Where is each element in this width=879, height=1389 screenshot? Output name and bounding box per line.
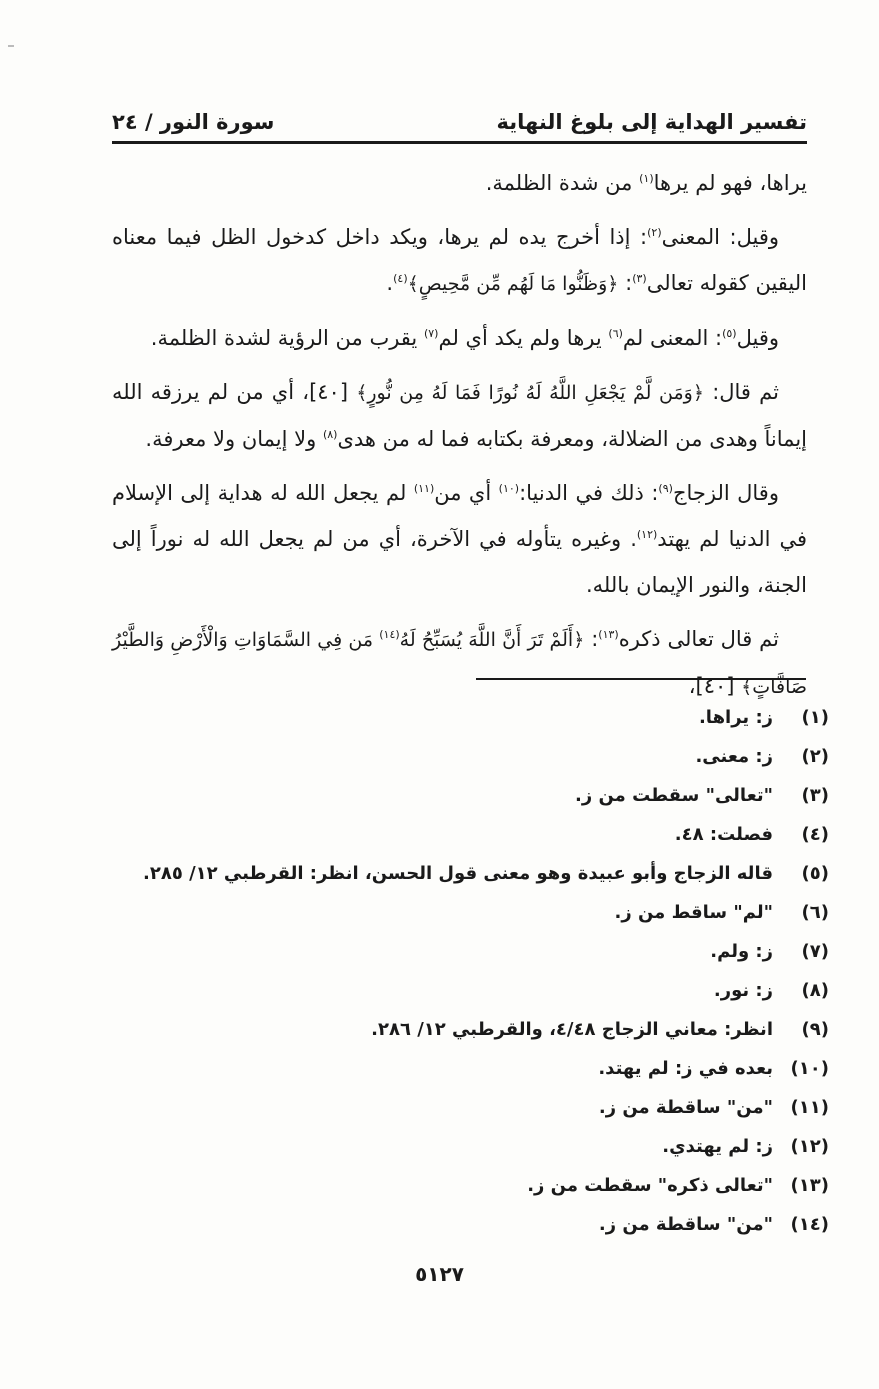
- footnote-text: ز: يراها.: [698, 707, 773, 728]
- footnote: [112, 776, 829, 815]
- text-run: يرها ولم يكد أي لم: [438, 326, 609, 350]
- footnote: [112, 971, 829, 1010]
- footnote-text: ز: معنى.: [695, 746, 773, 767]
- paragraph-1: [112, 160, 807, 206]
- footnote-rule: [476, 678, 806, 680]
- text-run: : المعنى لم: [622, 326, 723, 350]
- text-run: أي من: [434, 481, 499, 505]
- footnote-number: (١١): [790, 1097, 829, 1118]
- margin-mark: [8, 45, 14, 47]
- paragraph-3: [112, 315, 807, 361]
- footnote-text: ز: نور.: [713, 980, 773, 1001]
- footnote: [112, 932, 829, 971]
- footnote-text: انظر: معاني الزجاج ٤/٤٨، والقرطبي ١٢/ ٢٨٦.: [371, 1019, 773, 1040]
- footnote-ref: (١): [639, 172, 654, 185]
- paragraph-4: [112, 369, 807, 462]
- text-run: : إذا أخرج يده لم يرها، ويكد داخل كدخول الظل فيما معناه اليقين كقوله تعالى: [112, 225, 807, 295]
- text-run: . وغيره يتأوله في الآخرة، أي من لم يجعل الله له نوراً إلى الجنة، والنور الإيمان بالله.: [112, 527, 807, 597]
- paragraph-6: [112, 616, 807, 710]
- footnote-number: (٩): [801, 1019, 829, 1040]
- footnote: [112, 698, 829, 737]
- footnote-ref: (٢): [647, 226, 662, 239]
- footnote-text: "من" ساقطة من ز.: [598, 1214, 773, 1235]
- running-header: [112, 100, 807, 134]
- footnote-text: ز: ولم.: [710, 941, 773, 962]
- footnote-ref: (٣): [632, 272, 647, 285]
- quran-quote: ﴿وَظَنُّوا مَا لَهُم مِّن مَّحِيصٍ﴾: [407, 273, 619, 295]
- footnote-number: (١٤): [790, 1214, 829, 1235]
- text-run: وقال الزجاج: [672, 481, 779, 505]
- paragraph-2: [112, 214, 807, 307]
- text-run: : ذلك في الدنيا:: [519, 481, 659, 505]
- footnote-text: "لم" ساقط من ز.: [614, 902, 773, 923]
- footnote: [112, 1088, 829, 1127]
- footnote-text: فصلت: ٤٨.: [674, 824, 773, 845]
- quran-quote: ﴿أَلَمْ تَرَ أَنَّ اللَّهَ يُسَبِّحُ لَهُ: [399, 629, 585, 651]
- footnote-number: (٤): [801, 824, 829, 845]
- book-title: تفسير الهداية إلى بلوغ النهاية: [496, 110, 807, 134]
- footnote: [112, 737, 829, 776]
- quran-quote: مَن فِي السَّمَاوَاتِ وَالْأَرْضِ وَالطَّيْرُ صَافَّاتٍ﴾: [112, 629, 807, 698]
- footnote-ref: (٥): [722, 327, 737, 340]
- footnote: [112, 1166, 829, 1205]
- footnote-ref: (٩): [658, 482, 673, 495]
- footnote: [112, 815, 829, 854]
- footnote-ref: (١٣): [598, 628, 619, 641]
- footnote-number: (٦): [801, 902, 829, 923]
- footnote-number: (٢): [801, 746, 829, 767]
- footnote-ref: (٦): [608, 327, 623, 340]
- footnote-text: "تعالى" سقطت من ز.: [575, 785, 773, 806]
- footnote-ref: (١١): [413, 482, 435, 495]
- text-run: .: [386, 271, 394, 295]
- footnote: [112, 1127, 829, 1166]
- text-run: لم يجعل الله له هداية إلى الإسلام في الدنيا لم يهتد: [112, 481, 807, 551]
- footnote-number: (١٢): [790, 1136, 829, 1157]
- footnote-text: "تعالى ذكره" سقطت من ز.: [527, 1175, 773, 1196]
- footnote-text: قاله الزجاج وأبو عبيدة وهو معنى قول الحسن، انظر: القرطبي ١٢/ ٢٨٥.: [143, 863, 773, 884]
- footnote: [112, 1049, 829, 1088]
- footnote-text: بعده في ز: لم يهتد.: [598, 1058, 773, 1079]
- quran-quote: ﴿وَمَن لَّمْ يَجْعَلِ اللَّهُ لَهُ نُورًا فَمَا لَهُ مِن نُّورٍ﴾: [356, 382, 704, 404]
- text-run: وقيل: المعنى: [661, 225, 780, 249]
- footnote-number: (٥): [801, 863, 829, 884]
- text-run: [٤٠]،: [688, 674, 742, 698]
- footnote-text: ز: لم يهتدي.: [662, 1136, 773, 1157]
- footnotes-list: [112, 698, 829, 1244]
- surah-reference: سورة النور / ٢٤: [112, 110, 275, 134]
- paragraph-5: [112, 470, 807, 608]
- footnote: [112, 854, 829, 893]
- footnote-ref: (٨): [322, 428, 338, 441]
- text-run: ثم قال:: [703, 380, 779, 404]
- text-run: ثم قال تعالى ذكره: [618, 627, 779, 651]
- text-run: ولا إيمان ولا معرفة.: [145, 427, 323, 451]
- footnote-number: (٨): [801, 980, 829, 1001]
- footnote-ref: (١٠): [498, 482, 520, 495]
- footnote-number: (١٣): [790, 1175, 829, 1196]
- footnote-ref: (٤): [393, 272, 408, 285]
- footnote-number: (٧): [801, 941, 829, 962]
- page-number: ٥١٢٧: [415, 1262, 464, 1286]
- footnote-number: (٣): [801, 785, 829, 806]
- body-text: [112, 160, 807, 718]
- footnote: [112, 1010, 829, 1049]
- text-run: من شدة الظلمة.: [485, 171, 640, 195]
- footnote-text: "من" ساقطة من ز.: [598, 1097, 773, 1118]
- footnote-number: (١٠): [790, 1058, 829, 1079]
- header-rule: [112, 141, 807, 144]
- text-run: [٤٠]، أي من لم يرزقه الله إيماناً وهدى من الضلالة، ومعرفة بكتابه فما له من هدى: [112, 380, 807, 451]
- footnote-ref: (٧): [423, 327, 439, 340]
- text-run: يراها، فهو لم يرها: [653, 171, 807, 195]
- footnote: [112, 893, 829, 932]
- footnote-ref: (١٤): [379, 628, 400, 641]
- text-run: وقيل: [736, 326, 779, 350]
- footnote-ref: (١٢): [636, 528, 658, 541]
- footnote-number: (١): [801, 707, 829, 728]
- footnote: [112, 1205, 829, 1244]
- text-run: :: [584, 627, 599, 651]
- text-run: :: [618, 271, 633, 295]
- text-run: يقرب من الرؤية لشدة الظلمة.: [150, 326, 424, 350]
